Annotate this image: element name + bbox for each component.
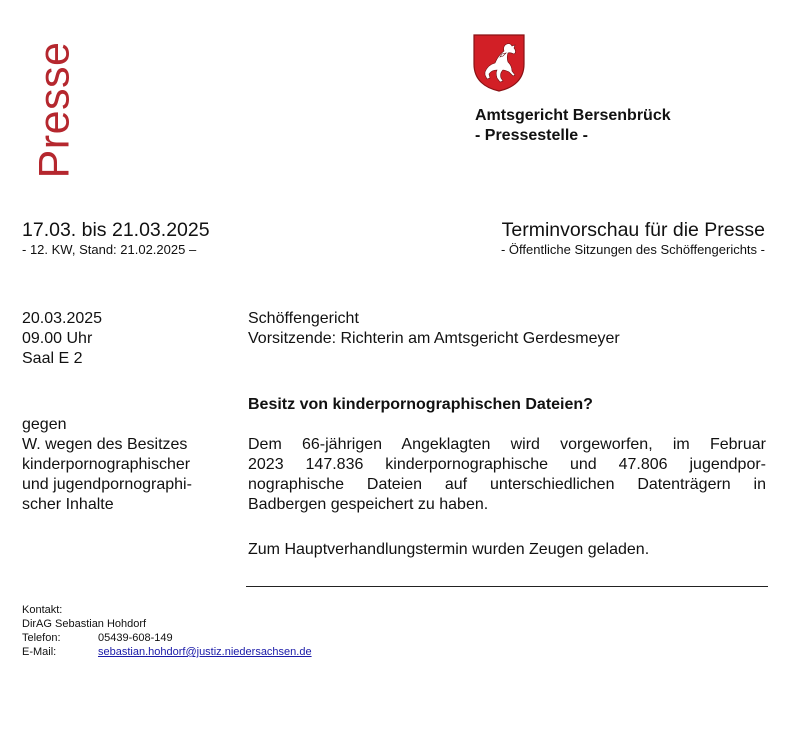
against-label: gegen [22, 416, 67, 433]
hearing-datetime-block [22, 309, 232, 369]
hearing-date: 20.03.2025 [22, 310, 103, 327]
case-description [248, 435, 766, 515]
preview-subtitle: - Öffentliche Sitzungen des Schöffengerichts - [500, 242, 765, 257]
charge-line: kinderpornographischer [22, 456, 191, 473]
lower-saxony-horse-coat-of-arms-icon [473, 34, 525, 92]
presse-label-text: Presse [30, 41, 79, 179]
calendar-week-status: - 12. KW, Stand: 21.02.2025 – [22, 242, 197, 257]
presiding-judge: Vorsitzende: Richterin am Amtsgericht Gerdesmeyer [248, 330, 620, 347]
phone-label: Telefon: [22, 632, 61, 644]
defendant-charge-block [22, 415, 232, 515]
phone-number: 05439-608-149 [98, 632, 173, 644]
contact-email-row [22, 645, 312, 659]
hearing-room: Saal E 2 [22, 350, 83, 367]
contact-block [22, 603, 312, 659]
contact-heading: Kontakt: [22, 604, 63, 616]
court-info-block [248, 309, 766, 349]
preview-title: Terminvorschau für die Presse [501, 219, 765, 241]
description-line: nographische Dateien auf unterschiedlichen Datenträgern in [248, 476, 766, 493]
contact-person: DirAG Sebastian Hohdorf [22, 618, 147, 630]
charge-line: und jugendpornographi- [22, 476, 192, 493]
charge-line: scher Inhalte [22, 496, 114, 513]
court-name: Amtsgericht Bersenbrück [475, 107, 671, 124]
witnesses-note: Zum Hauptverhandlungstermin wurden Zeugen geladen. [248, 541, 650, 558]
hearing-time: 09.00 Uhr [22, 330, 93, 347]
court-type: Schöffengericht [248, 310, 359, 327]
description-line: Dem 66-jährigen Angeklagten wird vorgeworfen, im Februar [248, 436, 766, 453]
email-link[interactable]: sebastian.hohdorf@justiz.niedersachsen.de [98, 646, 312, 658]
charge-line: W. wegen des Besitzes [22, 436, 188, 453]
description-line: Badbergen gespeichert zu haben. [248, 496, 489, 513]
section-divider [246, 586, 768, 587]
case-headline: Besitz von kinderpornographischen Dateien? [248, 396, 593, 413]
email-label: E-Mail: [22, 646, 57, 658]
presse-side-label [24, 40, 86, 180]
description-line: 2023 147.836 kinderpornographische und 47.806 jugendpor- [248, 456, 766, 473]
contact-phone-row [22, 631, 312, 645]
press-office-label: - Pressestelle - [475, 127, 588, 144]
date-range: 17.03. bis 21.03.2025 [22, 219, 210, 241]
